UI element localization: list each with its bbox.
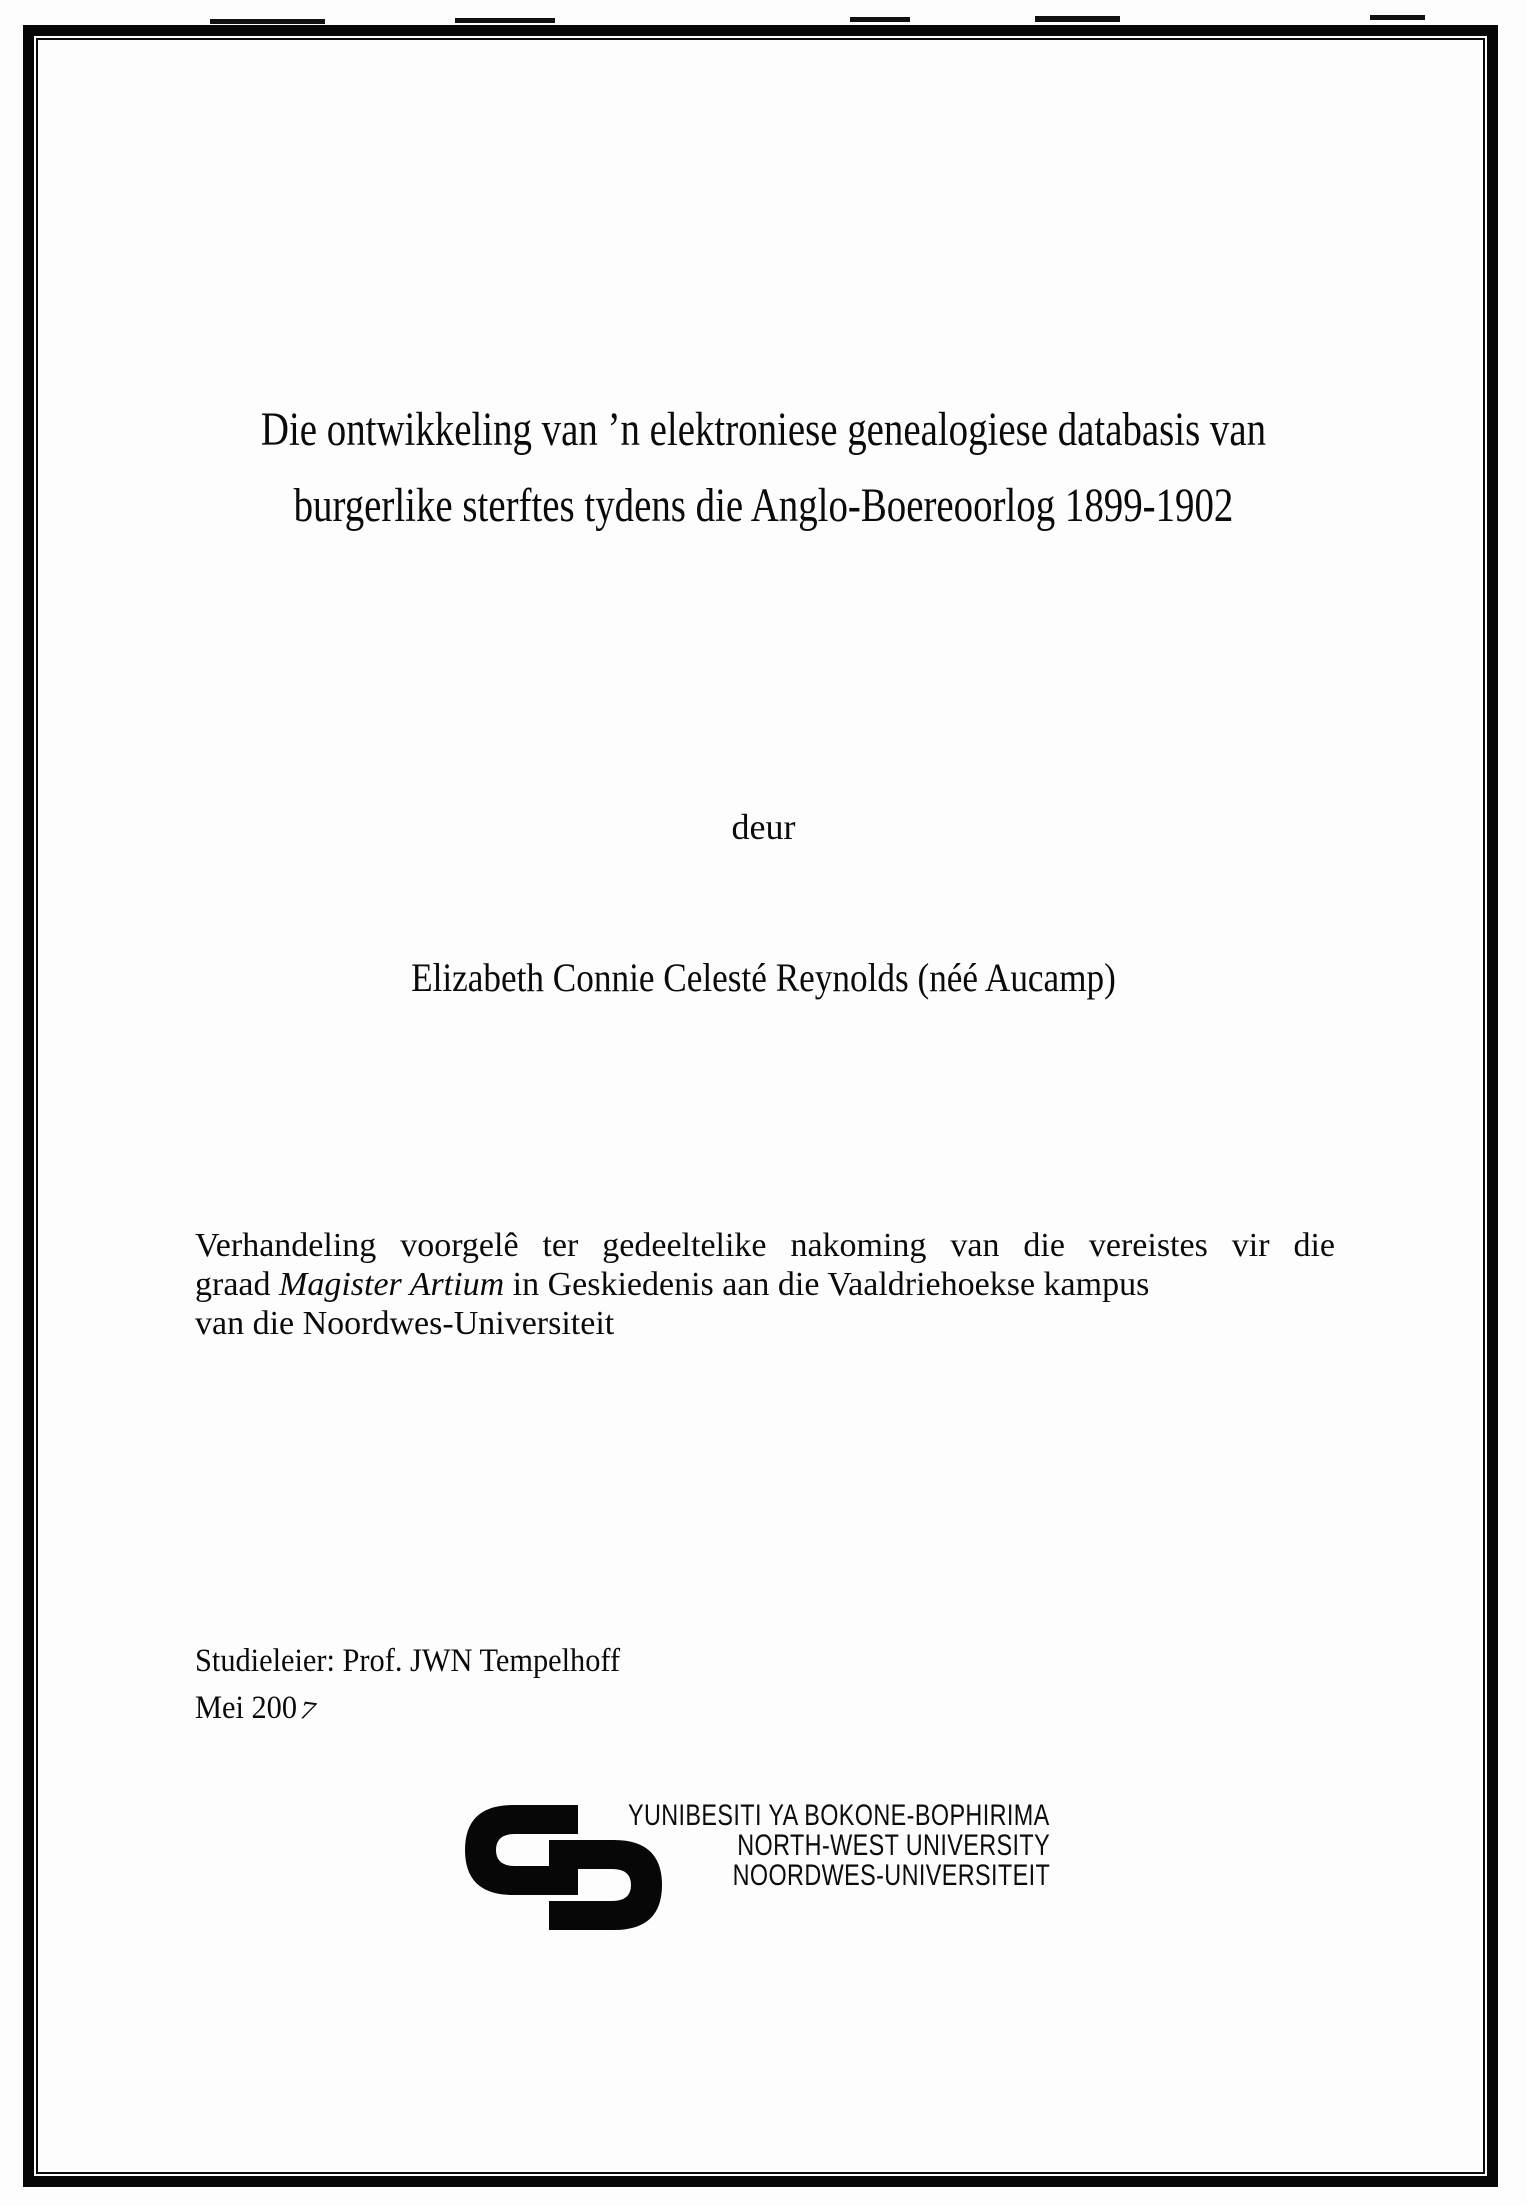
degree-statement [195,1226,1335,1343]
scan-artifact [1035,16,1120,22]
university-name-setswana: YUNIBESITI YA BOKONE-BOPHIRIMA [628,1799,1050,1832]
supervisor-and-date [195,1638,1023,1732]
degree-statement-line1: Verhandeling voorgelê ter gedeeltelike nakoming van die vereistes vir die [195,1227,1335,1264]
university-name-english: NORTH-WEST UNIVERSITY [737,1829,1050,1862]
university-name-afrikaans: NOORDWES-UNIVERSITEIT [732,1859,1050,1892]
date-line [195,1685,1023,1732]
thesis-title-line1: Die ontwikkeling van ’n elektroniese genealogiese databasis van [260,403,1267,456]
degree-statement-line2 [195,1265,1335,1304]
author-name: Elizabeth Connie Celesté Reynolds (néé Aucamp) [411,955,1116,1000]
supervisor-line: Studieleier: Prof. JWN Tempelhoff [195,1643,621,1679]
scan-artifact [455,18,555,23]
degree-name-italic: Magister Artium [279,1266,505,1303]
degree-statement-line2-prefix: graad [195,1266,280,1303]
thesis-title-line2: burgerlike sterftes tydens die Anglo-Boereoorlog 1899-1902 [293,479,1234,532]
scan-artifact [1370,15,1425,20]
scan-artifact [210,19,325,24]
byline-label: deur [731,807,796,847]
degree-statement-line2-suffix: in Geskiedenis aan die Vaaldriehoekse kampus [504,1266,1150,1303]
degree-statement-line3: van die Noordwes-Universiteit [195,1305,615,1342]
thesis-title [145,392,1382,544]
university-name-block [450,1801,1050,1891]
date-digit-seven: 7 [295,1696,320,1726]
date-prefix: Mei 200 [195,1690,298,1726]
scan-artifact [850,17,910,22]
